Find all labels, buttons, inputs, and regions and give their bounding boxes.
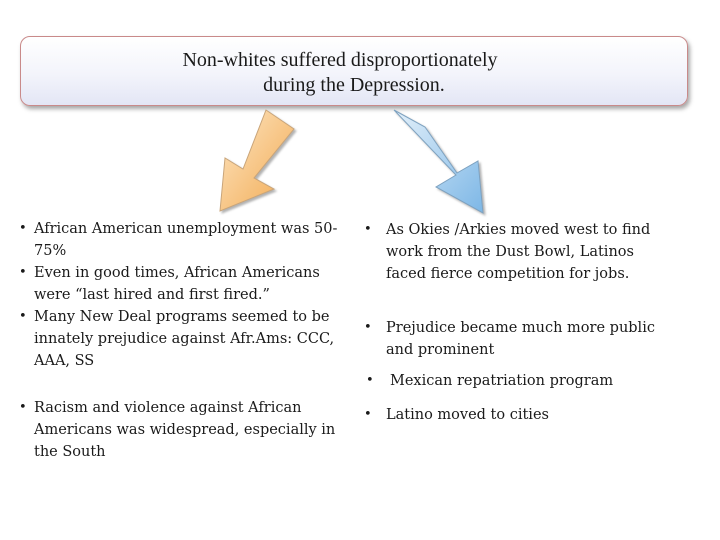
title-line-1: Non-whites suffered disproportionately <box>182 49 498 71</box>
list-item: • Racism and violence against African Americans was widespread, especially in the South <box>19 397 359 463</box>
list-item: • African American unemployment was 50-75% <box>19 218 359 262</box>
list-item: • Prejudice became much more public and prominent <box>364 317 664 361</box>
list-item: • As Okies /Arkies moved west to find work from the Dust Bowl, Latinos faced fierce competition for jobs. <box>364 219 664 285</box>
right-bullet-list <box>364 404 664 426</box>
list-item: • Mexican repatriation program <box>366 370 666 392</box>
right-bullet-list <box>364 317 664 361</box>
list-item: • Latino moved to cities <box>364 404 664 426</box>
title-line-2: during the Depression. <box>263 74 445 96</box>
right-bullet-list <box>366 370 666 392</box>
left-bullet-list-bottom <box>19 397 359 463</box>
left-arrow-icon <box>220 110 294 211</box>
left-bullet-list <box>19 218 359 372</box>
right-arrow-icon <box>394 110 483 213</box>
list-item: • Many New Deal programs seemed to be innately prejudice against Afr.Ams: CCC, AAA, SS <box>19 306 359 372</box>
list-item: • Even in good times, African Americans were “last hired and first fired.” <box>19 262 359 306</box>
right-bullet-list <box>364 219 664 285</box>
